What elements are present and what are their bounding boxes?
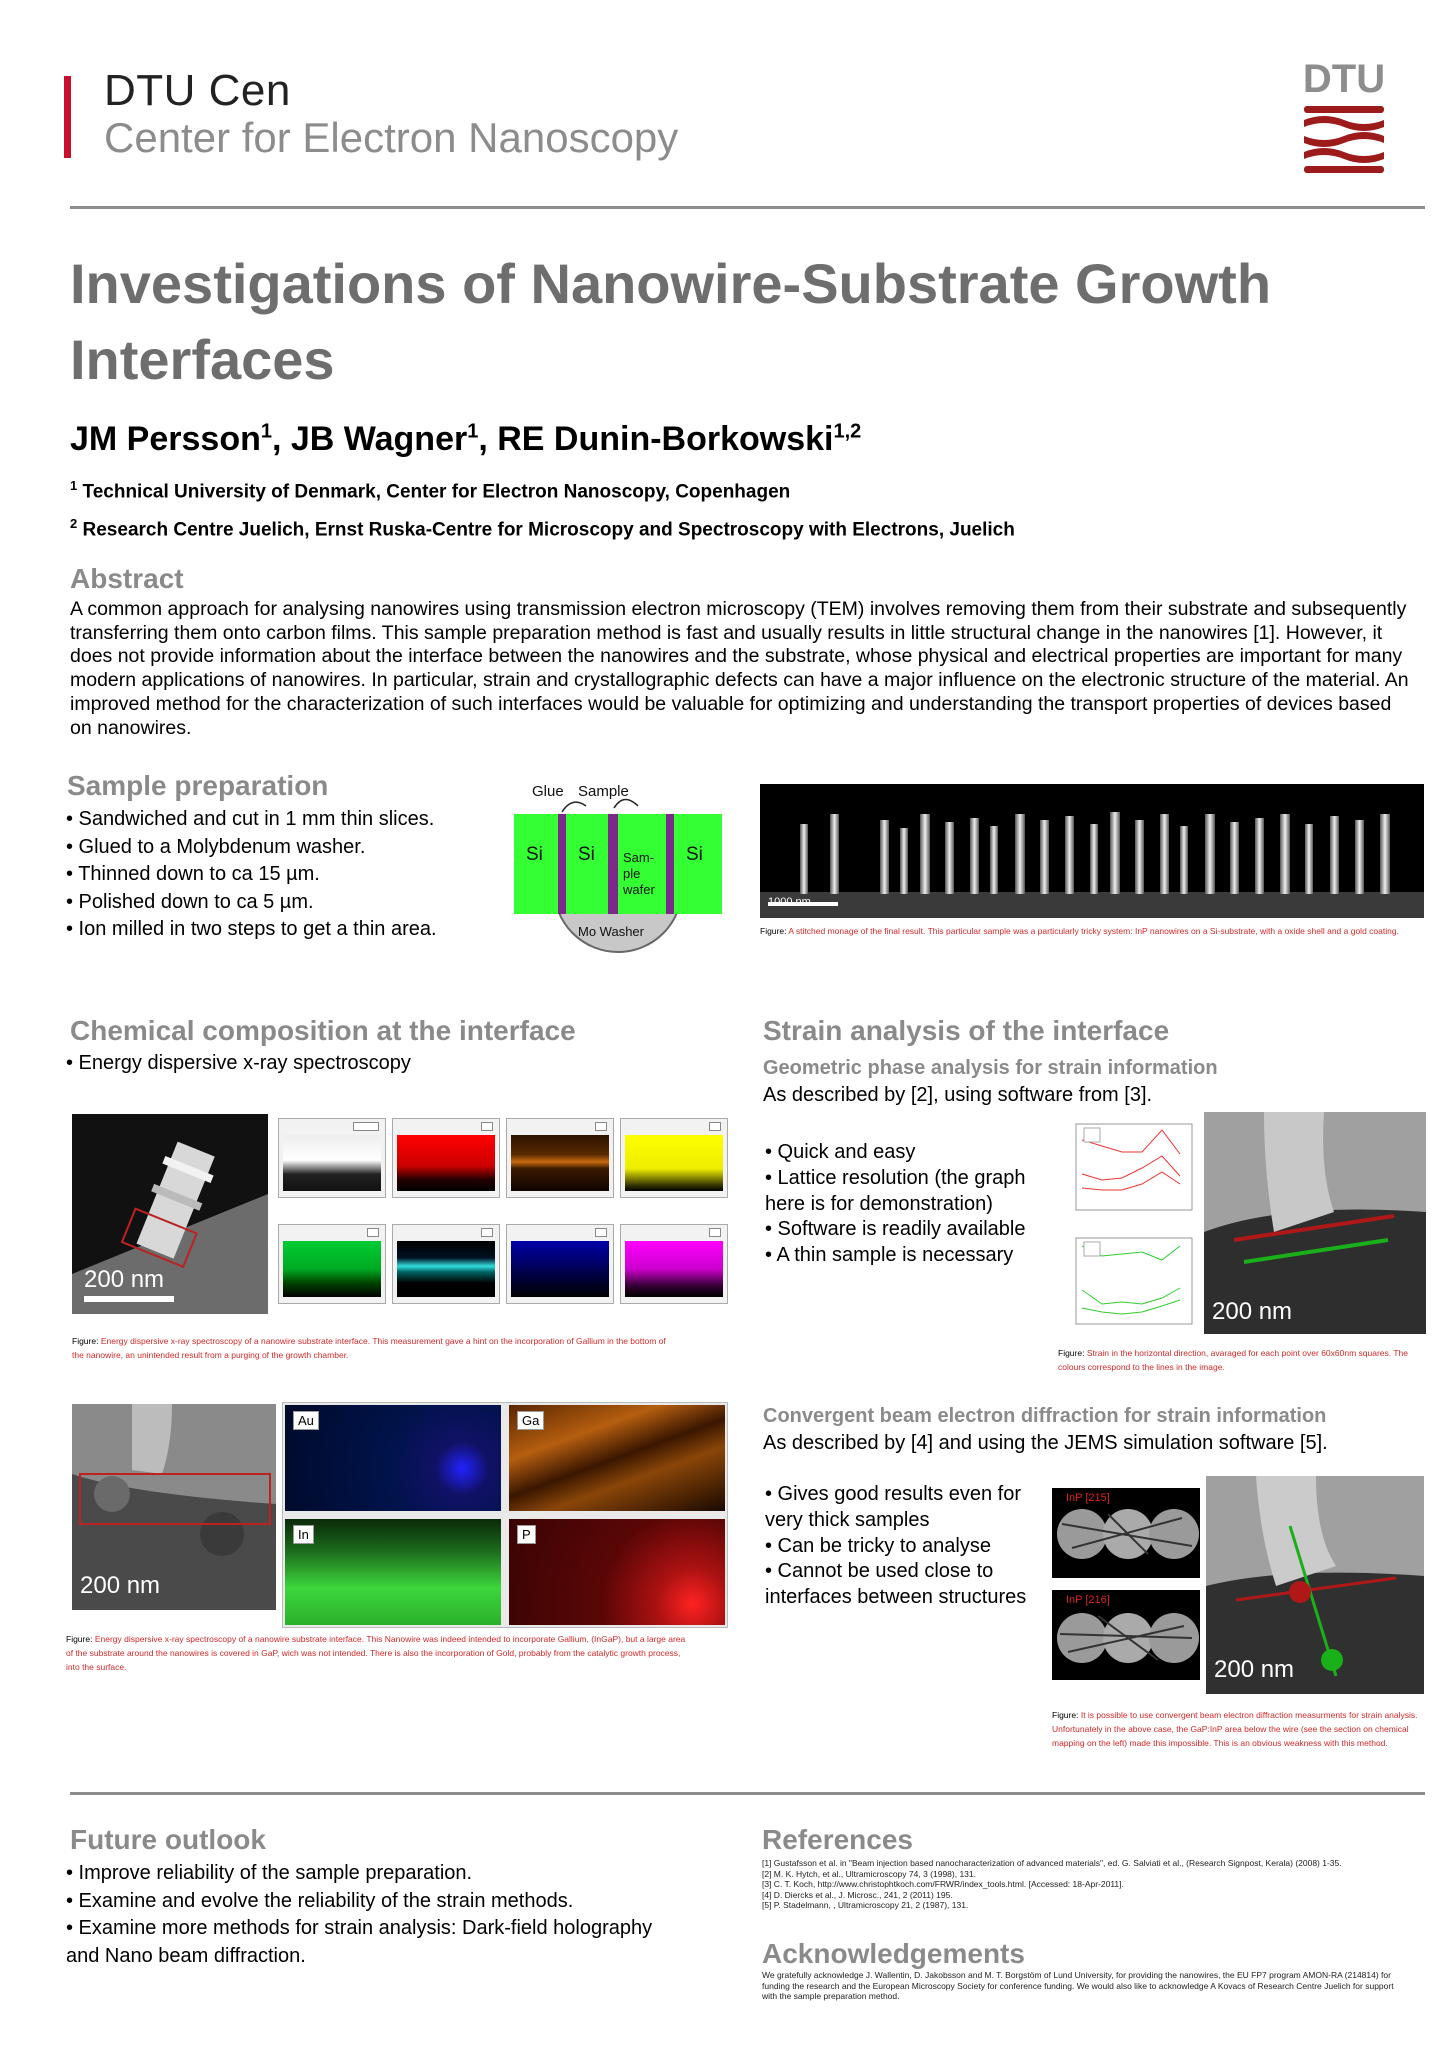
affiliation-1: $^1$ Technical University of Denmark, Center for Electron Nanoscopy, Copenhagen bbox=[70, 478, 791, 503]
references-heading: References bbox=[762, 1824, 913, 1855]
list-item: • Glued to a Molybdenum washer. bbox=[66, 835, 366, 858]
label-sample-wafer: Sam- bbox=[623, 850, 655, 865]
header-divider bbox=[70, 206, 1425, 209]
list-item: and Nano beam diffraction. bbox=[66, 1944, 306, 1967]
scale-bar-label: 200 nm bbox=[1214, 1656, 1295, 1683]
chemical-bullet: • Energy dispersive x-ray spectroscopy bbox=[66, 1052, 411, 1074]
author-name: JB Wagner bbox=[290, 420, 468, 458]
edx-map-panel bbox=[506, 1118, 614, 1198]
tem-image bbox=[72, 1404, 276, 1610]
outlook-bullets bbox=[66, 1860, 652, 1970]
figure-caption: Figure: Energy dispersive x-ray spectroscopy of a nanowire substrate interface. This Nanowire was indeed intended to incorporate Gallium, (InGaP), but a large area of the substrate around the nanowires is covered in GaP, wich was not intended. There is also the incorporation of Gold, probably from the catalytic growth process, into the surface. bbox=[66, 1634, 686, 1672]
acknowledgements-text: We gratefully acknowledge J. Wallentin, D. Jakobsson and M. T. Borgstöm of Lund University, for providing the nanowires, the EU FP7 program AMON-RA (214814) for funding the research and the European Microscopy Society for conference funding. We would also like to acknowledge A Kovacs of Research Centre Juelich for support with the sample preparation method. bbox=[762, 1970, 1394, 2001]
edx-map-panel bbox=[392, 1224, 500, 1304]
element-map-au: Au bbox=[285, 1405, 501, 1511]
strain-heading: Strain analysis of the interface bbox=[763, 1015, 1170, 1046]
list-item: interfaces between structures bbox=[765, 1586, 1027, 1609]
reference-item: [4] D. Diercks et al., J. Microsc., 241, 2 (2011) 195. bbox=[762, 1889, 953, 1900]
gpa-description: As described by [2], using software from [3]. bbox=[763, 1084, 1153, 1106]
author-affiliation-mark: 1 bbox=[260, 420, 272, 443]
author-affiliation-mark: 1,2 bbox=[833, 420, 862, 443]
list-item: • Examine and evolve the reliability of the strain methods. bbox=[66, 1889, 574, 1912]
sample-prep-bullets bbox=[66, 806, 437, 944]
poster-title: Investigations of Nanowire-Substrate Growth Interfaces bbox=[70, 252, 1272, 391]
dtu-logo-text: DTU bbox=[1302, 57, 1386, 101]
references-list bbox=[762, 1858, 1432, 1911]
gpa-tem-image bbox=[1204, 1112, 1426, 1334]
strain-graph-red bbox=[1062, 1118, 1196, 1228]
list-item: • Sandwiched and cut in 1 mm thin slices. bbox=[66, 808, 435, 830]
reference-item: [1] Gustafsson et al. in "Beam injection based nanocharacterization of advanced materials", ed. G. Salviati et al., (Research Signpost, Kerala) (2008) 1-35. bbox=[762, 1858, 1342, 1868]
cbed-label: InP [216] bbox=[1066, 1594, 1110, 1606]
list-item: • Cannot be used close to bbox=[765, 1560, 994, 1583]
cbed-description: As described by [4] and using the JEMS simulation software [5]. bbox=[763, 1432, 1328, 1454]
label-si: Si bbox=[578, 844, 595, 865]
sample-prep-diagram bbox=[510, 778, 726, 968]
header-accent-bar bbox=[64, 76, 71, 158]
edx-map-panel bbox=[278, 1118, 386, 1198]
list-item: very thick samples bbox=[765, 1508, 930, 1531]
cbed-pattern-image bbox=[1052, 1488, 1200, 1578]
reference-item: [3] C. T. Koch, http://www.christophtkoch.com/FRWR/index_tools.html. [Accessed: 18-Apr-2011]. bbox=[762, 1879, 1124, 1889]
list-item: • Ion milled in two steps to get a thin area. bbox=[66, 918, 437, 940]
scale-bar-label: 200 nm bbox=[1212, 1298, 1293, 1325]
scale-bar-label: 200 nm bbox=[80, 1572, 161, 1599]
acknowledgements-heading: Acknowledgements bbox=[762, 1938, 1025, 1969]
list-item: • Polished down to ca 5 µm. bbox=[66, 890, 314, 913]
element-map-in: In bbox=[285, 1519, 501, 1625]
list-item: • Thinned down to ca 15 µm. bbox=[66, 863, 320, 885]
list-item: here is for demonstration) bbox=[765, 1192, 993, 1215]
label-sample-wafer: ple bbox=[623, 866, 641, 881]
element-map-p: P bbox=[509, 1519, 725, 1625]
gpa-heading: Geometric phase analysis for strain information bbox=[763, 1057, 1218, 1079]
figure-caption: Figure: Energy dispersive x-ray spectroscopy of a nanowire substrate interface. This measurement gave a hint on the incorporation of Gallium in the bottom of the nanowire, an unintended result from a purging of the growth chamber. bbox=[72, 1336, 666, 1360]
haadf-image bbox=[72, 1114, 268, 1314]
cbed-heading: Convergent beam electron diffraction for strain information bbox=[763, 1405, 1327, 1427]
list-item: • Gives good results even for bbox=[765, 1483, 1022, 1505]
element-map-ga: Ga bbox=[509, 1405, 725, 1511]
edx-map-panel bbox=[620, 1224, 728, 1304]
list-item: • Examine more methods for strain analysis: Dark-field holography bbox=[66, 1917, 653, 1939]
sample-prep-heading: Sample preparation bbox=[67, 770, 329, 801]
abstract-text: A common approach for analysing nanowires using transmission electron microscopy (TEM) involves removing them from their substrate and subsequently transferring them onto carbon films. This sample preparation method is fast and usually results in little structural change in the nanowires [1]. However, it does not provide information about the interface between the nanowires and the substrate, whose physical and electrical properties are important for many modern applications of nanowires. In particular, strain and crystallographic defects can have a major influence on the electronic structure of the material. An improved method for the characterization of such interfaces would be valuable for optimizing and understanding the transport properties of devices based on nanowires. bbox=[70, 598, 1409, 739]
scale-bar bbox=[84, 1296, 174, 1302]
list-item: • Software is readily available bbox=[765, 1218, 1026, 1241]
cbed-tem-image bbox=[1206, 1476, 1424, 1694]
edx-map-panel bbox=[278, 1224, 386, 1304]
gpa-bullets bbox=[765, 1140, 1026, 1269]
edx-map-panel bbox=[506, 1224, 614, 1304]
reference-item: [2] M. K. Hytch, et al., Ultramicroscopy 74, 3 (1998), 131. bbox=[762, 1868, 977, 1879]
reference-item: [5] P. Stadelmann, , Ultramicroscopy 21, 2 (1987), 131. bbox=[762, 1900, 969, 1910]
cbed-label: InP [215] bbox=[1066, 1492, 1110, 1504]
stitched-montage-image bbox=[760, 784, 1424, 918]
label-si: Si bbox=[526, 844, 543, 865]
edx-map-panel bbox=[392, 1118, 500, 1198]
author-list: JM Persson$^1$, JB Wagner$^1$, RE Dunin-Borkowski$^{1,2}$ bbox=[70, 420, 862, 458]
chemical-heading: Chemical composition at the interface bbox=[70, 1015, 576, 1046]
label-sample: Sample bbox=[578, 783, 629, 800]
list-item: • Improve reliability of the sample preparation. bbox=[66, 1862, 473, 1884]
list-item: • A thin sample is necessary bbox=[765, 1244, 1014, 1267]
edx-map-panel bbox=[620, 1118, 728, 1198]
label-sample-wafer: wafer bbox=[623, 882, 655, 897]
label-si: Si bbox=[686, 844, 703, 865]
list-item: • Lattice resolution (the graph bbox=[765, 1166, 1026, 1189]
label-glue: Glue bbox=[532, 783, 564, 800]
figure-caption: Figure: Strain in the horizontal direction, avaraged for each point over 60x60nm squares. The colours correspond to the lines in the image. bbox=[1058, 1348, 1408, 1372]
scale-bar-label: 1000 nm bbox=[768, 896, 811, 908]
scale-bar-label: 200 nm bbox=[84, 1266, 165, 1293]
dtu-logo bbox=[1302, 54, 1386, 174]
department-name: DTU Cen bbox=[104, 66, 291, 115]
author-name: RE Dunin-Borkowski bbox=[497, 420, 834, 458]
cbed-bullets bbox=[765, 1482, 1026, 1611]
list-item: • Quick and easy bbox=[765, 1141, 916, 1163]
list-item: • Can be tricky to analyse bbox=[765, 1534, 991, 1557]
affiliation-2: $^2$ Research Centre Juelich, Ernst Ruska-Centre for Microscopy and Spectroscopy with Electrons, Juelich bbox=[70, 516, 1015, 541]
figure-caption: Figure: It is possible to use convergent beam electron diffraction measurments for strain analysis. Unfortunately in the above case, the GaP:InP area below the wire (see the section on chemical mapping on the left) made this impossible. This is an obvious weakness with this method. bbox=[1052, 1710, 1418, 1748]
department-subtitle: Center for Electron Nanoscopy bbox=[104, 114, 679, 161]
abstract-heading: Abstract bbox=[70, 563, 184, 594]
author-name: JM Persson bbox=[70, 420, 261, 458]
label-mo-washer: Mo Washer bbox=[578, 924, 644, 939]
footer-divider bbox=[70, 1792, 1425, 1795]
outlook-heading: Future outlook bbox=[70, 1824, 266, 1855]
cbed-pattern-image bbox=[1052, 1590, 1200, 1680]
element-map-grid bbox=[282, 1402, 728, 1628]
strain-graph-green bbox=[1062, 1232, 1196, 1342]
figure-caption: Figure: A stitched monage of the final result. This particular sample was a particularly tricky system: InP nanowires on a Si-substrate, with a oxide shell and a gold coating. bbox=[760, 926, 1399, 936]
author-affiliation-mark: 1 bbox=[467, 420, 479, 443]
